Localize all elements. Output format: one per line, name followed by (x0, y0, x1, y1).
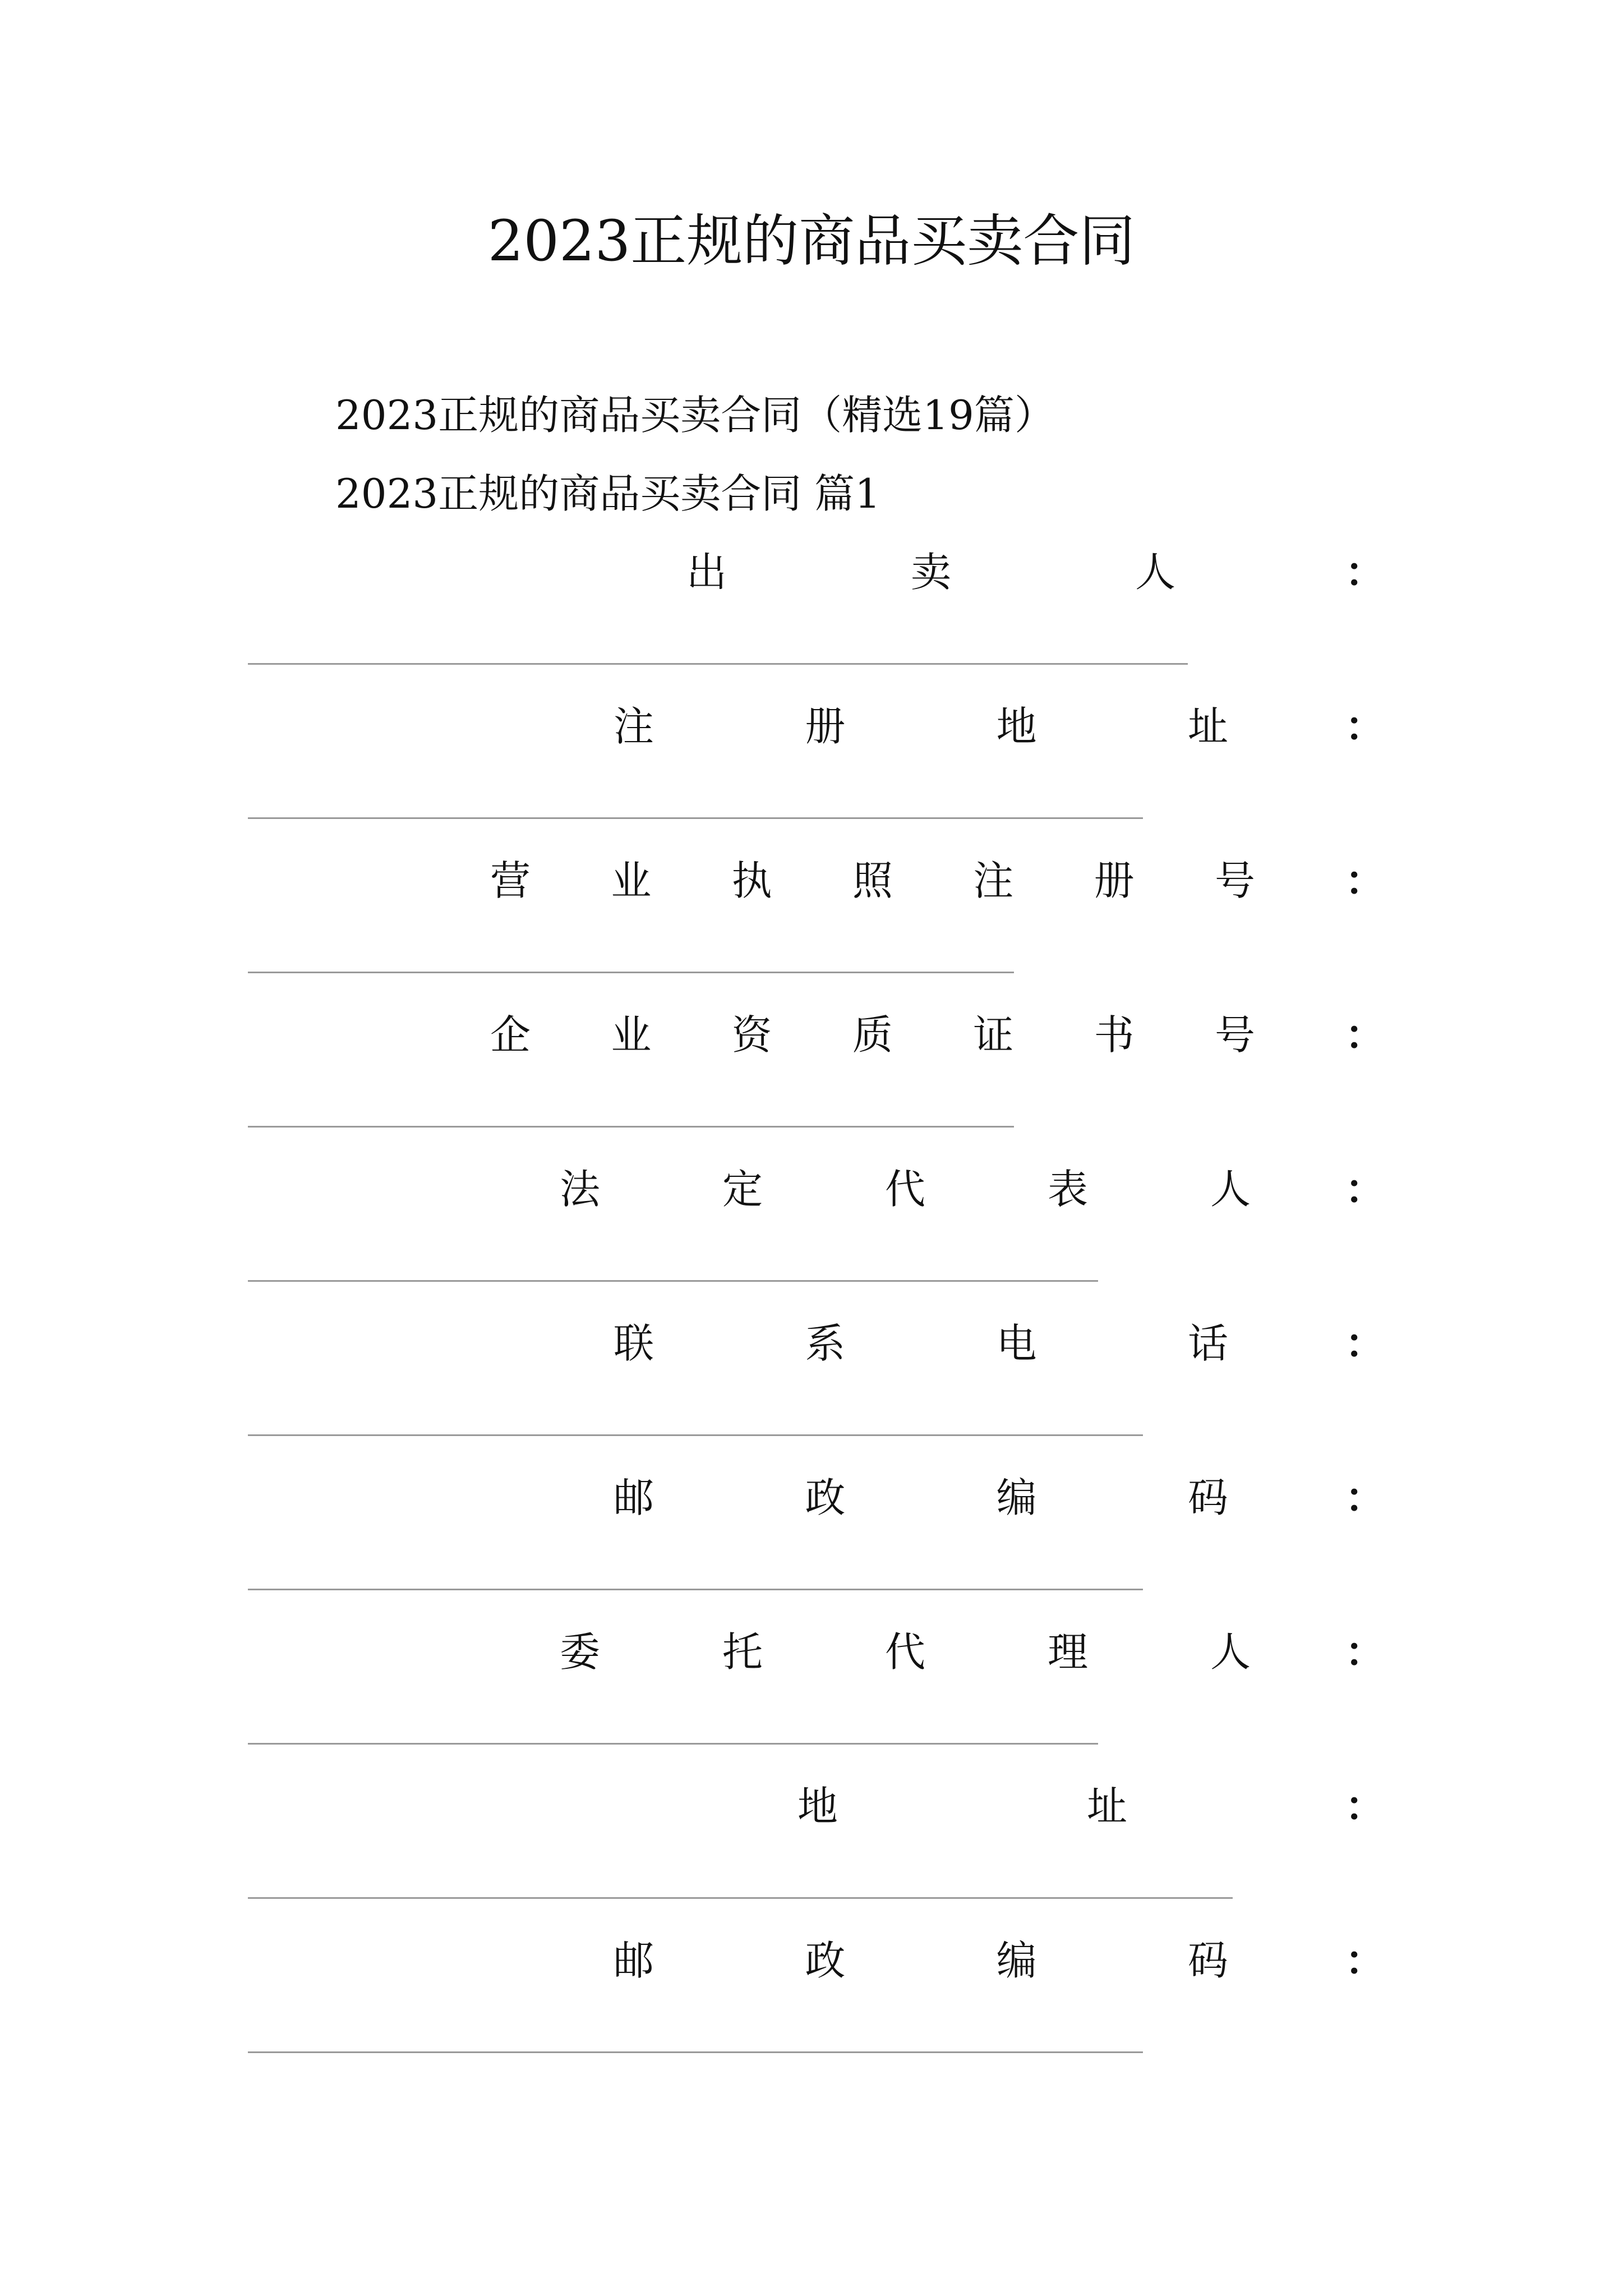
field-colon: ： (1345, 1319, 1386, 1367)
section-heading: 2023正规的商品买卖合同 篇1 (335, 470, 880, 517)
field-row (0, 1007, 1623, 1063)
field-label (559, 1161, 1252, 1217)
field-row (0, 853, 1623, 909)
field-label-char: 代 (884, 1628, 925, 1676)
fill-in-blank-line (248, 1589, 1143, 1590)
field-label-char: 码 (1187, 1937, 1228, 1984)
field-label (612, 698, 1229, 754)
field-label-char: 证 (973, 1011, 1014, 1059)
field-label-char: 编 (996, 1474, 1037, 1521)
field-colon: ： (1345, 1165, 1386, 1213)
field-label-char: 理 (1047, 1628, 1088, 1676)
field-label-char: 照 (852, 857, 893, 904)
field-row (0, 1932, 1623, 1989)
field-label-char: 委 (559, 1628, 600, 1676)
document-subtitle: 2023正规的商品买卖合同（精选19篇） (335, 392, 1055, 439)
field-label-char: 企 (490, 1011, 531, 1059)
field-row (0, 698, 1623, 754)
field-colon: ： (1345, 548, 1386, 596)
field-label-char: 邮 (613, 1937, 654, 1984)
field-label (489, 853, 1256, 909)
field-label-char: 址 (1086, 1783, 1127, 1830)
field-label-char: 书 (1094, 1011, 1135, 1059)
field-label-char: 托 (722, 1628, 763, 1676)
field-label-char: 电 (996, 1320, 1037, 1367)
field-label-char: 册 (805, 703, 846, 750)
fill-in-blank-line (248, 1743, 1098, 1745)
fill-in-blank-line (248, 972, 1014, 973)
field-label-char: 人 (1210, 1628, 1251, 1676)
field-label (612, 1470, 1229, 1526)
field-label-char: 址 (1187, 703, 1228, 750)
field-label-char: 人 (1135, 549, 1175, 596)
field-label-char: 执 (731, 857, 772, 904)
field-colon: ： (1345, 857, 1386, 904)
field-row (0, 1161, 1623, 1217)
field-label-char: 代 (884, 1166, 925, 1213)
field-label-char: 地 (996, 703, 1037, 750)
field-label-char: 定 (722, 1166, 763, 1213)
fill-in-blank-line (248, 1126, 1014, 1128)
field-label-char: 营 (490, 857, 531, 904)
field-label-char: 号 (1214, 857, 1255, 904)
field-colon: ： (1345, 1628, 1386, 1676)
field-label-char: 法 (559, 1166, 600, 1213)
fill-in-blank-line (248, 1897, 1233, 1899)
field-row (0, 1778, 1623, 1834)
field-label-char: 资 (731, 1011, 772, 1059)
field-colon: ： (1345, 702, 1386, 750)
field-label (559, 1624, 1252, 1680)
field-label (796, 1778, 1128, 1834)
field-label-char: 联 (613, 1320, 654, 1367)
field-label-char: 系 (805, 1320, 846, 1367)
document-title: 2023正规的商品买卖合同 (487, 208, 1136, 274)
field-label-char: 政 (805, 1937, 846, 1984)
fill-in-blank-line (248, 817, 1143, 819)
field-label-char: 号 (1214, 1011, 1255, 1059)
field-label (612, 1932, 1229, 1989)
field-label-char: 注 (613, 703, 654, 750)
field-colon: ： (1345, 1936, 1386, 1984)
fill-in-blank-line (248, 2051, 1143, 2053)
field-label-char: 表 (1047, 1166, 1088, 1213)
field-label-char: 出 (686, 549, 727, 596)
field-label-char: 码 (1187, 1474, 1228, 1521)
field-row (0, 1470, 1623, 1526)
field-colon: ： (1345, 1474, 1386, 1521)
field-colon: ： (1345, 1782, 1386, 1830)
field-row (0, 544, 1623, 600)
field-label (685, 544, 1177, 600)
fill-in-blank-line (248, 1434, 1143, 1436)
field-label-char: 话 (1187, 1320, 1228, 1367)
field-label-char: 业 (611, 857, 652, 904)
fill-in-blank-line (248, 663, 1188, 665)
field-label (612, 1315, 1229, 1372)
fill-in-blank-line (248, 1280, 1098, 1282)
field-label-char: 人 (1210, 1166, 1251, 1213)
field-row (0, 1624, 1623, 1680)
field-row (0, 1315, 1623, 1372)
field-colon: ： (1345, 1011, 1386, 1059)
field-label-char: 政 (805, 1474, 846, 1521)
field-label-char: 质 (852, 1011, 893, 1059)
field-label-char: 地 (797, 1783, 838, 1830)
field-label-char: 卖 (910, 549, 951, 596)
field-label-char: 注 (973, 857, 1014, 904)
field-label-char: 业 (611, 1011, 652, 1059)
field-label (489, 1007, 1256, 1063)
field-label-char: 邮 (613, 1474, 654, 1521)
field-label-char: 册 (1094, 857, 1135, 904)
field-label-char: 编 (996, 1937, 1037, 1984)
